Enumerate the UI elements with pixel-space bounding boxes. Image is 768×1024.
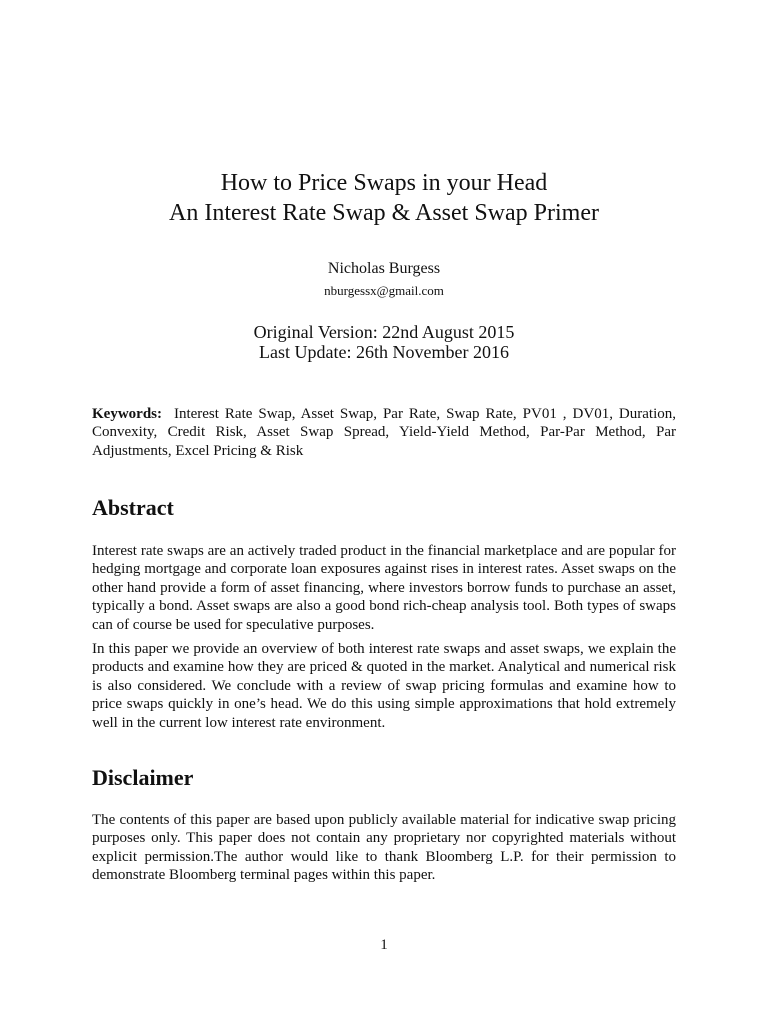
disclaimer-paragraph: The contents of this paper are based upon publicly available material for indicative swap pricing purposes only. This paper does not contain any proprietary nor copyrighted materials without explicit permission.The author would like to thank Bloomberg L.P. for their permission to demonstrate Bloomberg terminal pages within this paper. — [92, 812, 676, 884]
title-line-1: How to Price Swaps in your Head — [220, 170, 548, 196]
last-update-date: Last Update: 26th November 2016 — [259, 342, 509, 362]
original-version-date: Original Version: 22nd August 2015 — [253, 322, 515, 342]
author-email: nburgessx@gmail.com — [324, 283, 444, 298]
author-name: Nicholas Burgess — [327, 260, 441, 277]
title-line-2: An Interest Rate Swap & Asset Swap Primer — [169, 200, 599, 226]
keywords-label: Keywords: — [92, 406, 162, 422]
disclaimer-heading: Disclaimer — [92, 765, 194, 790]
title-block — [0, 168, 768, 228]
abstract-paragraph-2: In this paper we provide an overview of both interest rate swaps and asset swaps, we explain the products and examine how they are priced & quoted in the market. Analytical and numerical risk is also considered. We conclude with a review of swap pricing formulas and examine how to price swaps quickly in one’s head. We do this using simple approximations that hold extremely well in the current low interest rate environment. — [92, 641, 676, 731]
page-number: 1 — [380, 937, 388, 953]
keywords-paragraph — [92, 405, 676, 460]
abstract-heading: Abstract — [92, 495, 174, 520]
keywords-text: Interest Rate Swap, Asset Swap, Par Rate, Swap Rate, PV01 , DV01, Duration, Convexity, Credit Risk, Asset Swap Spread, Yield-Yield Method, Par-Par Method, Par Adjustments, Excel Pricing & Risk — [92, 406, 676, 459]
version-dates — [0, 322, 768, 362]
abstract-paragraph-1: Interest rate swaps are an actively traded product in the financial marketplace and are popular for hedging mortgage and corporate loan exposures against rises in interest rates. Asset swaps on the other hand provide a form of asset financing, where investors borrow funds to purchase an asset, typically a bond. Asset swaps are also a good bond rich-cheap analysis tool. Both types of swaps can of course be used for speculative purposes. — [92, 543, 676, 633]
